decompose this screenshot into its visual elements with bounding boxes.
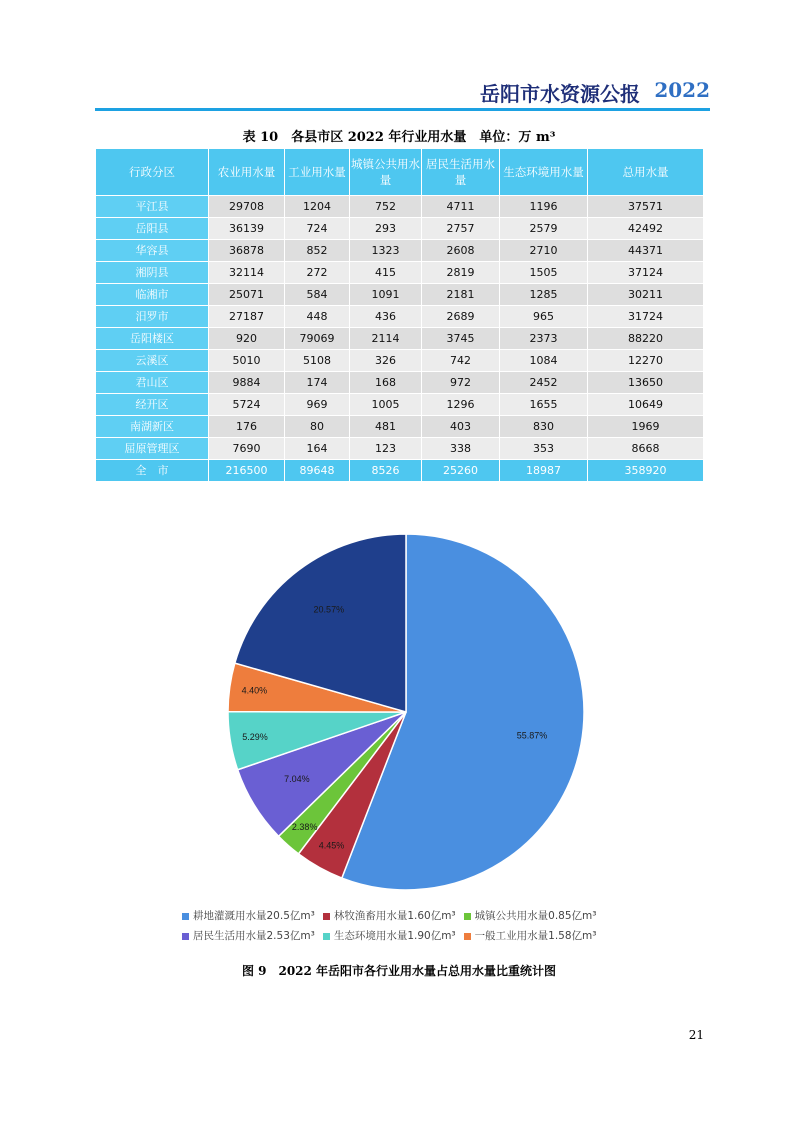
region-name-cell: 湘阴县 bbox=[96, 262, 209, 284]
table-cell: 965 bbox=[500, 306, 588, 328]
table-cell: 5108 bbox=[285, 350, 350, 372]
legend-item bbox=[464, 926, 597, 946]
pie-data-label: 20.57% bbox=[313, 604, 345, 615]
table-cell: 8526 bbox=[350, 460, 422, 482]
table-cell: 3745 bbox=[422, 328, 500, 350]
table-cell: 481 bbox=[350, 416, 422, 438]
table-caption: 表 10 各县市区 2022 年行业用水量 单位：万 m³ bbox=[242, 130, 556, 145]
table-row bbox=[96, 284, 704, 306]
report-title: 岳阳市水资源公报 bbox=[480, 82, 640, 106]
legend-row bbox=[182, 906, 652, 926]
legend-item bbox=[323, 906, 456, 926]
pie-data-label: 55.87% bbox=[516, 730, 548, 741]
region-name-cell: 汨罗市 bbox=[96, 306, 209, 328]
table-cell: 1091 bbox=[350, 284, 422, 306]
table-cell: 972 bbox=[422, 372, 500, 394]
table-cell: 36139 bbox=[209, 218, 285, 240]
figure-caption: 图 9 2022 年岳阳市各行业用水量占总用水量比重统计图 bbox=[241, 964, 557, 978]
table-cell: 1285 bbox=[500, 284, 588, 306]
table-cell: 176 bbox=[209, 416, 285, 438]
pie-data-label: 4.40% bbox=[241, 685, 268, 696]
table-row bbox=[96, 306, 704, 328]
table-cell: 2452 bbox=[500, 372, 588, 394]
table-cell: 29708 bbox=[209, 196, 285, 218]
table-cell: 403 bbox=[422, 416, 500, 438]
table-row bbox=[96, 240, 704, 262]
table-cell: 1655 bbox=[500, 394, 588, 416]
table-cell: 36878 bbox=[209, 240, 285, 262]
page-header bbox=[95, 78, 710, 104]
table-cell: 2689 bbox=[422, 306, 500, 328]
table-cell: 2757 bbox=[422, 218, 500, 240]
table-cell: 584 bbox=[285, 284, 350, 306]
region-name-cell: 岳阳县 bbox=[96, 218, 209, 240]
legend-swatch bbox=[464, 933, 471, 940]
table-row bbox=[96, 218, 704, 240]
table-cell: 1005 bbox=[350, 394, 422, 416]
column-header: 农业用水量 bbox=[209, 149, 285, 196]
column-header: 总用水量 bbox=[588, 149, 704, 196]
pie-data-label: 2.38% bbox=[291, 821, 318, 832]
table-cell: 436 bbox=[350, 306, 422, 328]
legend-label: 城镇公共用水量0.85亿m³ bbox=[474, 910, 597, 922]
legend-swatch bbox=[323, 933, 330, 940]
legend-swatch bbox=[182, 913, 189, 920]
table-cell: 1505 bbox=[500, 262, 588, 284]
table-cell: 7690 bbox=[209, 438, 285, 460]
column-header: 生态环境用水量 bbox=[500, 149, 588, 196]
legend-label: 生态环境用水量1.90亿m³ bbox=[333, 930, 456, 942]
table-cell: 1296 bbox=[422, 394, 500, 416]
region-name-cell: 岳阳楼区 bbox=[96, 328, 209, 350]
table-cell: 1323 bbox=[350, 240, 422, 262]
table-cell: 13650 bbox=[588, 372, 704, 394]
legend-swatch bbox=[182, 933, 189, 940]
table-cell: 12270 bbox=[588, 350, 704, 372]
page-number: 21 bbox=[688, 1028, 704, 1042]
table-cell: 31724 bbox=[588, 306, 704, 328]
legend-label: 一般工业用水量1.58亿m³ bbox=[474, 930, 597, 942]
table-cell: 4711 bbox=[422, 196, 500, 218]
table-cell: 742 bbox=[422, 350, 500, 372]
water-use-table bbox=[95, 148, 704, 482]
table-cell: 42492 bbox=[588, 218, 704, 240]
table-cell: 44371 bbox=[588, 240, 704, 262]
region-name-cell: 南湖新区 bbox=[96, 416, 209, 438]
table-cell: 32114 bbox=[209, 262, 285, 284]
legend-item bbox=[323, 926, 456, 946]
table-cell: 25260 bbox=[422, 460, 500, 482]
table-row bbox=[96, 328, 704, 350]
table-cell: 1969 bbox=[588, 416, 704, 438]
table-cell: 168 bbox=[350, 372, 422, 394]
table-cell: 164 bbox=[285, 438, 350, 460]
table-cell: 8668 bbox=[588, 438, 704, 460]
table-cell: 752 bbox=[350, 196, 422, 218]
region-name-cell: 华容县 bbox=[96, 240, 209, 262]
table-cell: 272 bbox=[285, 262, 350, 284]
table-cell: 174 bbox=[285, 372, 350, 394]
table-cell: 18987 bbox=[500, 460, 588, 482]
table-cell: 2819 bbox=[422, 262, 500, 284]
table-cell: 88220 bbox=[588, 328, 704, 350]
legend-label: 林牧渔畜用水量1.60亿m³ bbox=[333, 910, 456, 922]
table-header-row bbox=[96, 149, 704, 196]
table-cell: 9884 bbox=[209, 372, 285, 394]
table-cell: 415 bbox=[350, 262, 422, 284]
table-cell: 27187 bbox=[209, 306, 285, 328]
table-cell: 89648 bbox=[285, 460, 350, 482]
header-divider bbox=[95, 108, 710, 111]
legend-item bbox=[182, 926, 315, 946]
chart-legend bbox=[182, 906, 652, 946]
table-cell: 830 bbox=[500, 416, 588, 438]
table-row bbox=[96, 372, 704, 394]
table-cell: 2608 bbox=[422, 240, 500, 262]
table-cell: 5724 bbox=[209, 394, 285, 416]
table-cell: 1084 bbox=[500, 350, 588, 372]
pie-data-label: 5.29% bbox=[242, 732, 268, 743]
table-row bbox=[96, 262, 704, 284]
table-cell: 1196 bbox=[500, 196, 588, 218]
table-cell: 5010 bbox=[209, 350, 285, 372]
table-cell: 2579 bbox=[500, 218, 588, 240]
table-cell: 852 bbox=[285, 240, 350, 262]
pie-data-label: 7.04% bbox=[284, 774, 310, 785]
table-cell: 920 bbox=[209, 328, 285, 350]
column-header: 城镇公共用水量 bbox=[350, 149, 422, 196]
table-cell: 2181 bbox=[422, 284, 500, 306]
region-name-cell: 经开区 bbox=[96, 394, 209, 416]
table-cell: 25071 bbox=[209, 284, 285, 306]
table-cell: 2373 bbox=[500, 328, 588, 350]
table-cell: 724 bbox=[285, 218, 350, 240]
table-cell: 293 bbox=[350, 218, 422, 240]
region-name-cell: 临湘市 bbox=[96, 284, 209, 306]
table-cell: 969 bbox=[285, 394, 350, 416]
legend-swatch bbox=[323, 913, 330, 920]
legend-label: 居民生活用水量2.53亿m³ bbox=[193, 930, 315, 942]
table-cell: 30211 bbox=[588, 284, 704, 306]
region-name-cell: 屈原管理区 bbox=[96, 438, 209, 460]
table-cell: 37124 bbox=[588, 262, 704, 284]
table-row bbox=[96, 350, 704, 372]
table-cell: 1204 bbox=[285, 196, 350, 218]
table-cell: 10649 bbox=[588, 394, 704, 416]
column-header: 行政分区 bbox=[96, 149, 209, 196]
table-cell: 216500 bbox=[209, 460, 285, 482]
table-cell: 448 bbox=[285, 306, 350, 328]
table-cell: 2710 bbox=[500, 240, 588, 262]
column-header: 工业用水量 bbox=[285, 149, 350, 196]
legend-row bbox=[182, 926, 652, 946]
region-name-cell: 云溪区 bbox=[96, 350, 209, 372]
water-use-pie-chart bbox=[210, 530, 600, 900]
legend-swatch bbox=[464, 913, 471, 920]
legend-label: 耕地灌溉用水量20.5亿m³ bbox=[193, 910, 315, 922]
table-cell: 2114 bbox=[350, 328, 422, 350]
legend-item bbox=[464, 906, 597, 926]
table-cell: 338 bbox=[422, 438, 500, 460]
pie-data-label: 4.45% bbox=[318, 840, 345, 851]
region-name-cell: 平江县 bbox=[96, 196, 209, 218]
table-cell: 79069 bbox=[285, 328, 350, 350]
table-cell: 123 bbox=[350, 438, 422, 460]
region-name-cell: 君山区 bbox=[96, 372, 209, 394]
table-cell: 37571 bbox=[588, 196, 704, 218]
table-row bbox=[96, 196, 704, 218]
table-cell: 80 bbox=[285, 416, 350, 438]
table-row bbox=[96, 438, 704, 460]
table-cell: 326 bbox=[350, 350, 422, 372]
legend-item bbox=[182, 906, 315, 926]
report-year: 2022 bbox=[654, 78, 710, 102]
table-row bbox=[96, 394, 704, 416]
table-total-row bbox=[96, 460, 704, 482]
table-cell: 353 bbox=[500, 438, 588, 460]
table-row bbox=[96, 416, 704, 438]
table-cell: 全 市 bbox=[96, 460, 209, 482]
table-cell: 358920 bbox=[588, 460, 704, 482]
column-header: 居民生活用水量 bbox=[422, 149, 500, 196]
